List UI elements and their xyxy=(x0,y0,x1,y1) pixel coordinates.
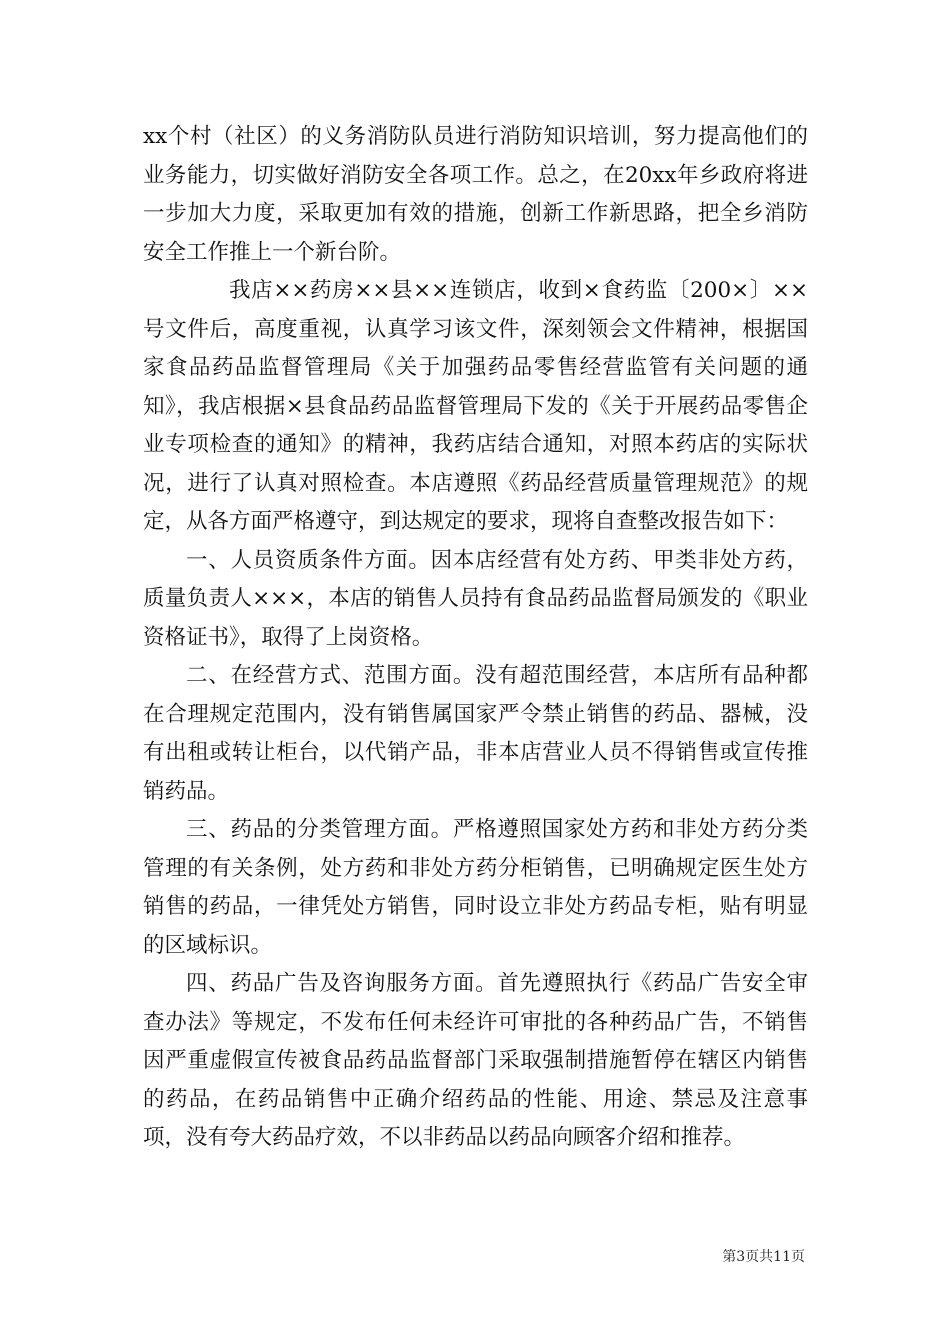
paragraph-section-3-classification: 三、药品的分类管理方面。严格遵照国家处方药和非处方药分类管理的有关条例，处方药和非处方药分柜销售，已明确规定医生处方销售的药品，一律凭处方销售，同时设立非处方药品专柜，贴有明显的区域标识。 xyxy=(143,817,808,958)
page-number: 第3页共11页 xyxy=(722,1249,805,1265)
paragraph-section-1-personnel: 一、人员资质条件方面。因本店经营有处方药、甲类非处方药，质量负责人×××，本店的销售人员持有食品药品监督局颁发的《职业资格证书》，取得了上岗资格。 xyxy=(143,547,808,650)
paragraph-section-4-advertising: 四、药品广告及咨询服务方面。首先遵照执行《药品广告安全审查办法》等规定，不发布任何未经许可审批的各种药品广告，不销售因严重虚假宣传被食品药品监督部门采取强制措施暂停在辖区内销售的药品，在药品销售中正确介绍药品的性能、用途、禁忌及注意事项，没有夸大药品疗效，不以非药品以药品向顾客介绍和推荐。 xyxy=(143,971,808,1150)
paragraph-section-2-business-scope: 二、在经营方式、范围方面。没有超范围经营，本店所有品种都在合理规定范围内，没有销售属国家严令禁止销售的药品、器械，没有出租或转让柜台，以代销产品，非本店营业人员不得销售或宣传推销药品。 xyxy=(143,663,808,804)
document-body xyxy=(143,118,808,1158)
paragraph-pharmacy-intro: 我店××药房××县××连锁店，收到×食药监〔200×〕××号文件后，高度重视，认真学习该文件，深刻领会文件精神，根据国家食品药品监督管理局《关于加强药品零售经营监管有关问题的通知》，我店根据×县食品药品监督管理局下发的《关于开展药品零售企业专项检查的通知》的精神，我药店结合通知，对照本药店的实际状况，进行了认真对照检查。本店遵照《药品经营质量管理规范》的规定，从各方面严格遵守，到达规定的要求，现将自查整改报告如下： xyxy=(143,278,808,534)
paragraph-fire-safety-continuation: xx个村（社区）的义务消防队员进行消防知识培训，努力提高他们的业务能力，切实做好消防安全各项工作。总之，在20xx年乡政府将进一步加大力度，采取更加有效的措施，创新工作新思路，把全乡消防安全工作推上一个新台阶。 xyxy=(143,124,808,265)
